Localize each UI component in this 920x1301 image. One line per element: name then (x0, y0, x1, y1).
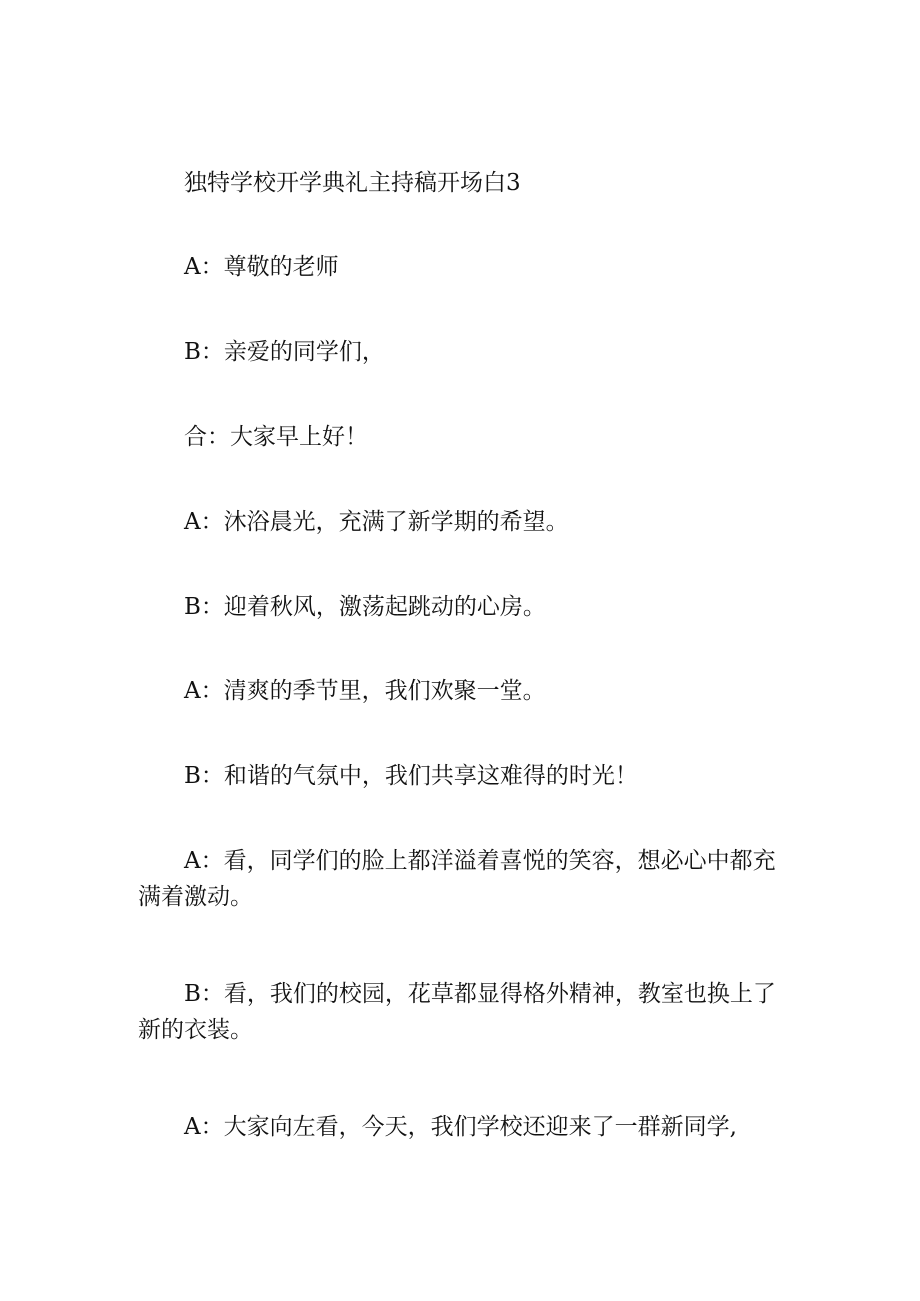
script-line-7: B：和谐的气氛中，我们共享这难得的时光！ (184, 763, 638, 789)
script-line-1: A：尊敬的老师 (184, 254, 339, 280)
script-line-8: A：看，同学们的脸上都洋溢着喜悦的笑容，想必心中都充满着激动。 (138, 848, 776, 910)
script-line-4: A：沐浴晨光，充满了新学期的希望。 (184, 509, 569, 535)
script-line-3: 合：大家早上好！ (184, 424, 368, 450)
script-line-6: A：清爽的季节里，我们欢聚一堂。 (184, 678, 546, 704)
document-title: 独特学校开学典礼主持稿开场白3 (184, 170, 521, 196)
script-line-10: A：大家向左看，今天，我们学校还迎来了一群新同学, (184, 1114, 737, 1140)
script-line-5: B：迎着秋风，激荡起跳动的心房。 (184, 594, 546, 620)
script-line-2: B：亲爱的同学们， (184, 339, 385, 365)
script-line-9: B：看，我们的校园，花草都显得格外精神，教室也换上了新的衣装。 (138, 981, 776, 1043)
